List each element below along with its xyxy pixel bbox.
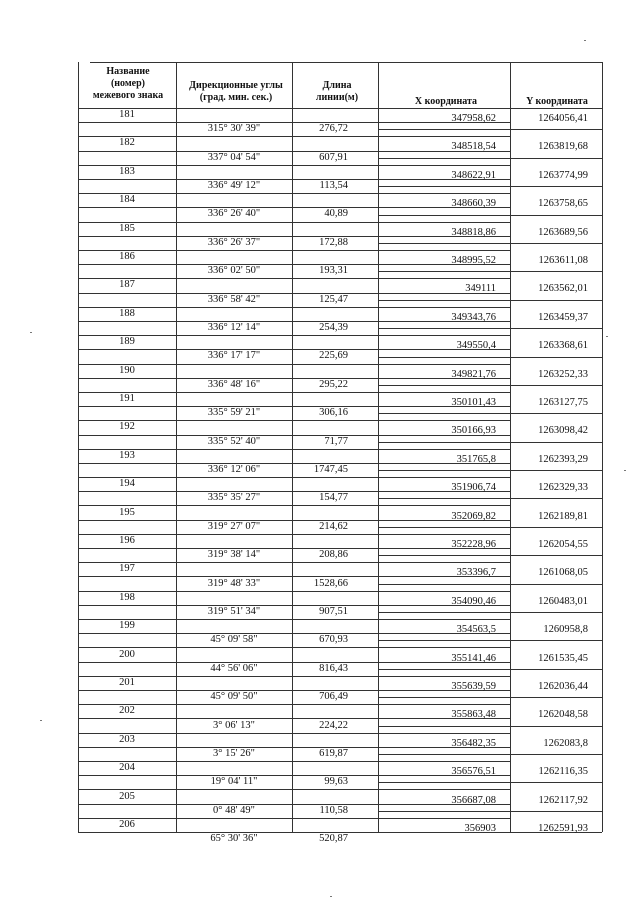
coordinate-row-rule	[378, 442, 602, 443]
header-line-length: Длина линии(м)	[315, 80, 359, 103]
line-length: 254,39	[319, 322, 348, 334]
direction-angle: 335° 52' 40"	[207, 435, 261, 447]
coordinate-row-rule	[378, 527, 602, 528]
direction-angle: 336° 49' 12"	[207, 180, 261, 192]
mark-name: 200	[119, 648, 135, 660]
line-length: 154,77	[319, 492, 348, 504]
line-length: 172,88	[319, 236, 348, 248]
coordinate-row-rule	[378, 357, 602, 358]
x-coordinate: 349550,4	[456, 340, 496, 352]
coordinate-row-rule	[378, 215, 602, 216]
direction-angle: 19° 04' 11"	[210, 776, 258, 788]
mark-name: 189	[119, 336, 135, 348]
coordinate-row-rule	[378, 470, 602, 471]
mark-name: 187	[119, 279, 135, 291]
coordinate-row-rule	[378, 640, 602, 641]
direction-angle: 319° 48' 33"	[207, 577, 261, 589]
header-direction-angle: Дирекционные углы (град. мин. сек.)	[189, 80, 283, 103]
x-coordinate: 356482,35	[451, 737, 496, 749]
line-length: 208,86	[319, 549, 348, 561]
y-coordinate: 1262189,81	[538, 510, 588, 522]
y-coordinate: 1260958,8	[543, 624, 588, 636]
coordinate-row-rule	[378, 385, 602, 386]
direction-angle: 45° 09' 58"	[210, 634, 258, 646]
mark-name: 181	[119, 109, 135, 121]
x-coordinate: 352069,82	[451, 510, 496, 522]
mark-name: 185	[119, 222, 135, 234]
header-y-coordinate: Y координата	[526, 96, 588, 107]
line-length: 113,54	[319, 180, 348, 192]
direction-angle: 3° 06' 13"	[213, 719, 255, 731]
mark-name: 205	[119, 790, 135, 802]
direction-angle: 336° 58' 42"	[207, 293, 261, 305]
mark-name: 193	[119, 449, 135, 461]
coordinate-row-rule	[378, 498, 602, 499]
mark-name: 192	[119, 421, 135, 433]
mark-name: 186	[119, 251, 135, 263]
direction-angle: 45° 09' 50"	[210, 691, 258, 703]
direction-angle: 336° 26' 37"	[207, 236, 261, 248]
coordinate-row-rule	[378, 129, 602, 130]
x-coordinate: 351765,8	[456, 453, 496, 465]
direction-angle: 336° 48' 16"	[207, 378, 261, 390]
mark-name: 204	[119, 762, 135, 774]
line-length: 1528,66	[313, 577, 348, 589]
mark-name: 196	[119, 534, 135, 546]
y-coordinate: 1263819,68	[538, 141, 588, 153]
direction-angle: 337° 04' 54"	[207, 151, 261, 163]
mark-name: 182	[119, 137, 135, 149]
coordinate-row-rule	[378, 158, 602, 159]
y-coordinate: 1263252,33	[538, 368, 588, 380]
direction-angle: 3° 15' 26"	[213, 747, 255, 759]
line-length: 295,22	[319, 378, 348, 390]
coordinate-row-rule	[378, 300, 602, 301]
coordinate-row-rule	[378, 782, 602, 783]
coordinate-row-rule	[378, 555, 602, 556]
coordinate-row-rule	[378, 243, 602, 244]
y-coordinate: 1261068,05	[538, 567, 588, 579]
line-length: 276,72	[319, 123, 348, 135]
mark-name: 194	[119, 478, 135, 490]
x-coordinate: 351906,74	[451, 482, 496, 494]
x-coordinate: 355863,48	[451, 709, 496, 721]
header-x-coordinate: X координата	[414, 96, 478, 107]
direction-angle: 335° 59' 21"	[207, 407, 261, 419]
x-coordinate: 348995,52	[451, 255, 496, 267]
mark-name: 201	[119, 676, 135, 688]
direction-angle: 65° 30' 36"	[210, 833, 258, 845]
coordinate-row-rule	[378, 697, 602, 698]
line-length: 40,89	[324, 208, 348, 220]
direction-angle: 336° 17' 17"	[207, 350, 261, 362]
x-coordinate: 349343,76	[451, 311, 496, 323]
coordinate-row-rule	[378, 754, 602, 755]
mark-name: 198	[119, 591, 135, 603]
x-coordinate: 352228,96	[451, 538, 496, 550]
direction-angle: 319° 27' 07"	[207, 520, 261, 532]
line-length: 214,62	[319, 520, 348, 532]
mark-name: 188	[119, 307, 135, 319]
y-coordinate: 1263611,08	[538, 255, 588, 267]
coordinate-row-rule	[378, 612, 602, 613]
x-coordinate: 354090,46	[451, 595, 496, 607]
x-coordinate: 356687,08	[451, 794, 496, 806]
coordinate-row-rule	[378, 328, 602, 329]
coordinate-row-rule	[378, 584, 602, 585]
direction-angle: 336° 12' 14"	[207, 322, 261, 334]
direction-angle: 44° 56' 06"	[210, 662, 258, 674]
y-coordinate: 1263098,42	[538, 425, 588, 437]
line-length: 520,87	[319, 833, 348, 845]
mark-name: 191	[119, 393, 135, 405]
x-coordinate: 348518,54	[451, 141, 496, 153]
line-length: 907,51	[319, 605, 348, 617]
mark-name: 195	[119, 506, 135, 518]
direction-angle: 315° 30' 39"	[207, 123, 261, 135]
direction-angle: 336° 12' 06"	[207, 464, 261, 475]
line-length: 99,63	[324, 776, 348, 788]
x-coordinate: 355639,59	[451, 680, 496, 692]
line-length: 71,77	[324, 435, 348, 447]
direction-angle: 319° 38' 14"	[207, 549, 261, 561]
coordinate-row-rule	[378, 726, 602, 727]
x-coordinate: 349821,76	[451, 368, 496, 380]
y-coordinate: 1262054,55	[538, 538, 588, 550]
coordinate-row-rule	[378, 669, 602, 670]
y-coordinate: 1263689,56	[538, 226, 588, 238]
y-coordinate: 1263562,01	[538, 283, 588, 295]
table-top-rule	[90, 62, 602, 63]
y-coordinate: 1264056,41	[538, 113, 588, 125]
direction-angle: 336° 26' 40"	[207, 208, 261, 220]
scan-speck	[40, 720, 42, 721]
mark-name: 197	[119, 563, 135, 575]
column-rule	[602, 62, 603, 832]
y-coordinate: 1263127,75	[538, 397, 588, 409]
coordinate-row-rule	[378, 186, 602, 187]
y-coordinate: 1262036,44	[538, 680, 588, 692]
scan-speck	[624, 470, 626, 471]
x-coordinate: 348660,39	[451, 198, 496, 210]
y-coordinate: 1262591,93	[538, 822, 588, 834]
mark-name: 190	[119, 364, 135, 376]
mark-name: 184	[119, 194, 135, 206]
line-length: 225,69	[319, 350, 348, 362]
x-coordinate: 348818,86	[451, 226, 496, 238]
x-coordinate: 356576,51	[451, 766, 496, 778]
x-coordinate: 356903	[464, 822, 496, 834]
line-length: 306,16	[319, 407, 348, 419]
y-coordinate: 1263774,99	[538, 169, 588, 181]
x-coordinate: 353396,7	[456, 567, 496, 579]
y-coordinate: 1262083,8	[543, 737, 588, 749]
direction-angle: 336° 02' 50"	[207, 265, 261, 277]
y-coordinate: 1260483,01	[538, 595, 588, 607]
y-coordinate: 1263368,61	[538, 340, 588, 352]
coordinate-row-rule	[378, 413, 602, 414]
direction-angle: 0° 48' 49"	[213, 804, 255, 816]
mark-name: 199	[119, 620, 135, 632]
x-coordinate: 348622,91	[451, 169, 496, 181]
y-coordinate: 1262116,35	[538, 766, 588, 778]
line-length: 706,49	[319, 691, 348, 703]
line-length: 125,47	[319, 293, 348, 305]
coordinate-row-rule	[378, 811, 602, 812]
scan-speck	[584, 40, 586, 41]
y-coordinate: 1262117,92	[538, 794, 588, 806]
x-coordinate: 355141,46	[451, 652, 496, 664]
y-coordinate: 1262329,33	[538, 482, 588, 494]
y-coordinate: 1263459,37	[538, 311, 588, 323]
direction-angle: 335° 35' 27"	[207, 492, 261, 504]
scan-speck	[30, 332, 32, 333]
header-mark-name: Название (номер) межевого знака	[92, 66, 164, 101]
mark-name: 206	[119, 818, 135, 830]
scan-speck	[606, 336, 608, 337]
line-length: 619,87	[319, 747, 348, 759]
x-coordinate: 347958,62	[451, 113, 496, 125]
line-length: 607,91	[319, 151, 348, 163]
line-length: 193,31	[319, 265, 348, 277]
mark-name: 203	[119, 733, 135, 745]
line-length: 110,58	[319, 804, 348, 816]
coordinate-row-rule	[378, 271, 602, 272]
mark-name: 202	[119, 705, 135, 717]
mark-name: 183	[119, 165, 135, 177]
line-length: 1747,45	[313, 464, 348, 475]
direction-angle: 319° 51' 34"	[207, 605, 261, 617]
x-coordinate: 349111	[465, 283, 496, 295]
scan-speck	[330, 896, 332, 897]
x-coordinate: 350101,43	[451, 397, 496, 409]
y-coordinate: 1263758,65	[538, 198, 588, 210]
line-length: 670,93	[319, 634, 348, 646]
line-length: 816,43	[319, 662, 348, 674]
x-coordinate: 350166,93	[451, 425, 496, 437]
x-coordinate: 354563,5	[456, 624, 496, 636]
y-coordinate: 1261535,45	[538, 652, 588, 664]
y-coordinate: 1262048,58	[538, 709, 588, 721]
line-length: 224,22	[319, 719, 348, 731]
y-coordinate: 1262393,29	[538, 453, 588, 465]
